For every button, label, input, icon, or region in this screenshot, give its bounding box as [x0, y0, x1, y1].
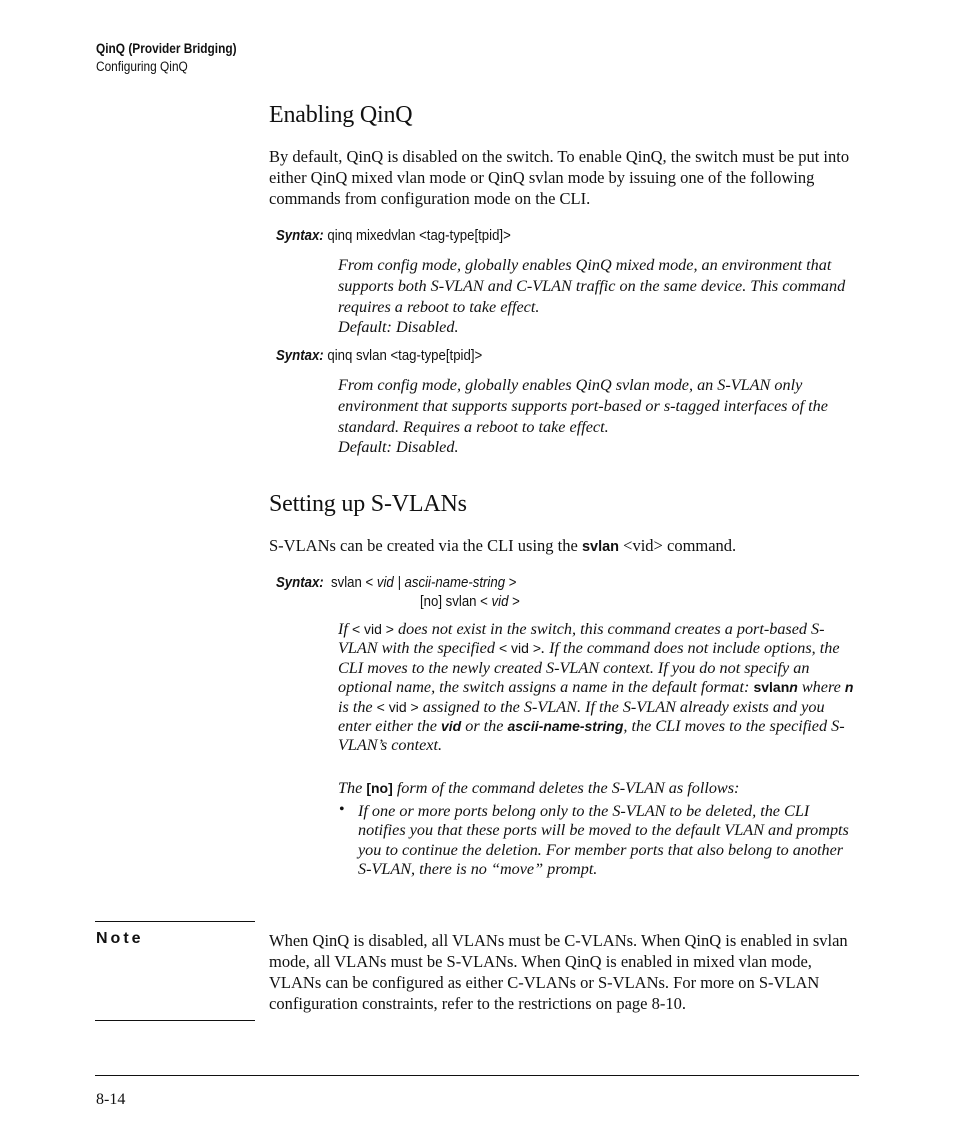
mixedvlan-default: Default: Disabled. [338, 318, 459, 336]
note-bottom-rule [95, 1020, 255, 1021]
no-form-description: The [no] form of the command deletes the S-VLAN as follows: [338, 779, 740, 797]
note-top-rule [95, 921, 255, 922]
running-header-section: Configuring QinQ [96, 59, 188, 74]
svlan-mode-default: Default: Disabled. [338, 438, 459, 456]
syntax-line2-suffix: > [508, 593, 520, 610]
inline-command-svlan: svlan [581, 539, 620, 555]
syntax-line2-param: vid [491, 593, 509, 610]
svlan-mode-description: From config mode, globally enables QinQ svlan mode, an S-VLAN only environment that supports supports port-based or s-tagged interfaces of the standard. Requires a reboot to take effect. [338, 376, 828, 436]
syntax-line2-prefix: [no] svlan < [420, 593, 492, 610]
running-header-chapter: QinQ (Provider Bridging) [96, 41, 237, 56]
syntax-svlan-no-form [420, 593, 520, 610]
bullet-marker: • [339, 801, 345, 818]
syntax-mixedvlan [276, 227, 511, 244]
note-text: When QinQ is disabled, all VLANs must be C-VLANs. When QinQ is enabled in svlan mode, all VLANs must be S-VLANs. When QinQ is enabled in mixed vlan mode, VLANs can be configured as either C-VLANs or S-VLANs. For more on S-VLAN configuration constraints, refer to the restrictions on page 8-10. [269, 931, 848, 1013]
syntax-label: Syntax: [276, 347, 324, 364]
command-qinq-mixedvlan: qinq mixedvlan <tag-type[tpid]> [327, 227, 511, 244]
syntax-svlan-mode [276, 347, 482, 364]
command-qinq-svlan: qinq svlan <tag-type[tpid]> [327, 347, 483, 364]
enabling-intro-paragraph: By default, QinQ is disabled on the switch. To enable QinQ, the switch must be put into either QinQ mixed vlan mode or QinQ svlan mode by issuing one of the following commands from configuration mode on the CLI. [269, 147, 850, 208]
section-heading-enabling-qinq: Enabling QinQ [269, 102, 413, 128]
syntax-line1-prefix: svlan < [331, 574, 377, 591]
intro-text-after: <vid> command. [619, 536, 737, 555]
intro-text-before: S-VLANs can be created via the CLI using the [269, 536, 582, 555]
mixedvlan-description: From config mode, globally enables QinQ mixed mode, an environment that supports both S-VLAN and C-VLAN traffic on the same device. This command requires a reboot to take effect. [338, 256, 846, 316]
svlans-intro-paragraph [269, 535, 859, 558]
section-heading-setting-up-svlans: Setting up S-VLANs [269, 491, 467, 517]
footer-rule [95, 1075, 859, 1076]
syntax-line1-suffix: > [505, 574, 517, 591]
page-number: 8-14 [96, 1091, 126, 1108]
syntax-svlan-create [276, 574, 516, 591]
delete-ports-bullet: If one or more ports belong only to the S-VLAN to be deleted, the CLI notifies you that these ports will be moved to the default VLAN and prompts you to continue the deletion. For member ports that also belong to another S-VLAN, there is no “move” prompt. [358, 802, 849, 879]
svlan-command-description: If < vid > does not exist in the switch, this command creates a port-based S-VLAN with the specified < vid >. If the command does not include options, the CLI moves to the newly created S-VLAN context. If you do not specify an optional name, the switch assigns a name in the default format: svlann where n is the < vid > assigned to the S-VLAN. If the S-VLAN already exists and you enter either the vid or the ascii-name-string, the CLI moves to the specified S-VLAN’s context. [338, 620, 854, 755]
syntax-label: Syntax: [276, 574, 324, 591]
syntax-line1-param: vid | ascii-name-string [376, 574, 506, 591]
note-label: Note [96, 930, 144, 947]
syntax-label: Syntax: [276, 227, 324, 244]
